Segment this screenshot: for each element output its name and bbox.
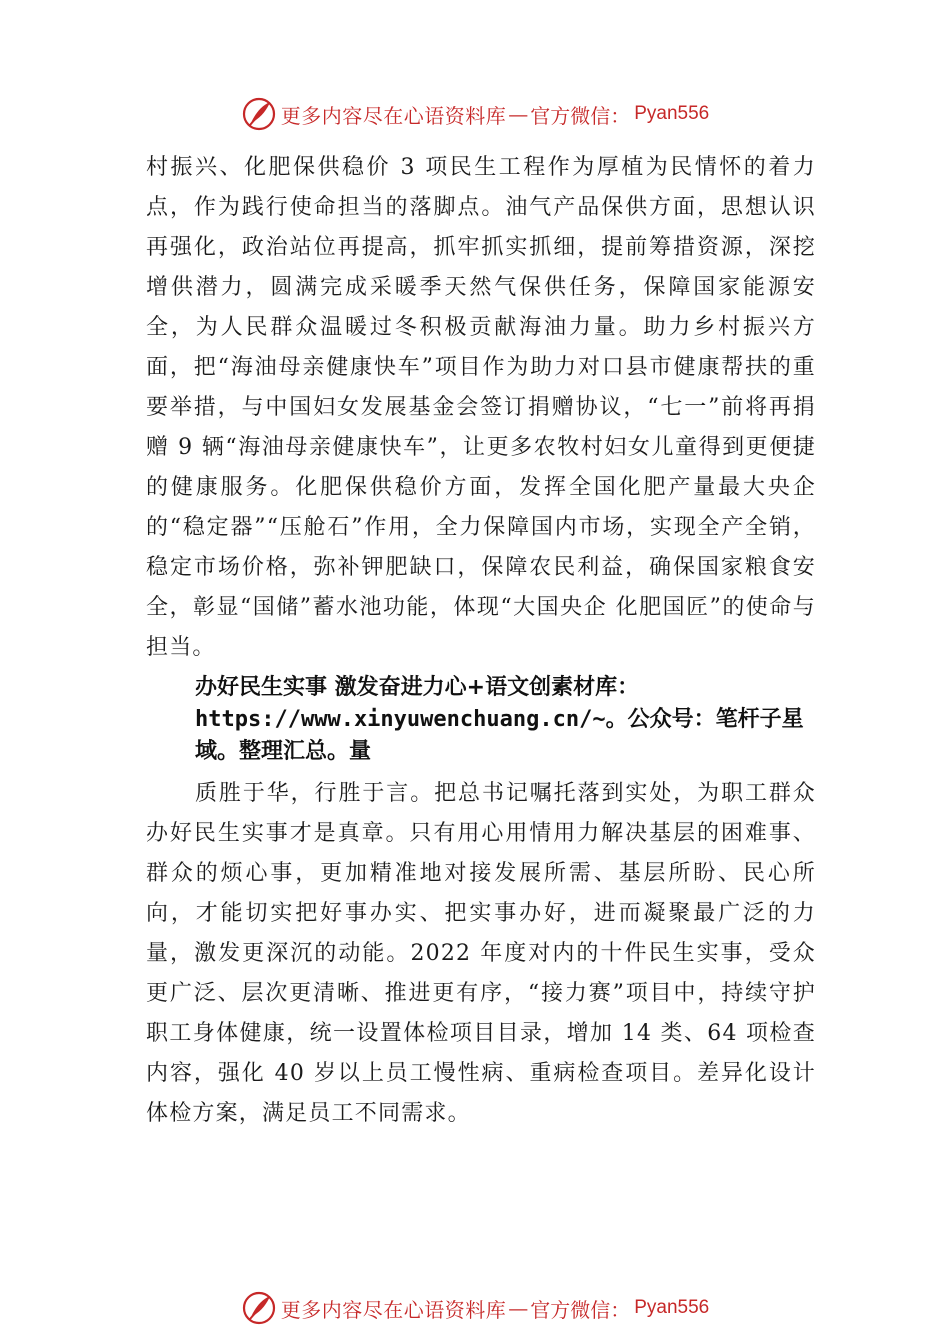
- footer-wechat-label: 官方微信：: [530, 1297, 631, 1322]
- footer-wechat-id: Pyan556: [634, 1297, 710, 1318]
- paragraph-livelihood: 质胜于华，行胜于言。把总书记嘱托落到实处，为职工群众办好民生实事才是真章。只有用心用情用力解决基层的困难事、群众的烦心事，更加精准地对接发展所需、基层所盼、民心所向，才能切实把好事办实、把实事办好，进而凝聚最广泛的力量，激发更深沉的动能。2022 年度对内的十件民生实事，受众更广泛、层次更清晰、推进更有序，“接力赛”项目中，持续守护职工身体健康，统一设置体检项目目录，增加 14 类、64 项检查内容，强化 40 岁以上员工慢性病、重病检查项目。差异化设计体检方案，满足员工不同需求。: [146, 781, 816, 1126]
- paragraph-rural-revitalization: 村振兴、化肥保供稳价 3 项民生工程作为厚植为民情怀的着力点，作为践行使命担当的落脚点。油气产品保供方面，思想认识再强化，政治站位再提高，抓牢抓实抓细，提前筹措资源，深挖增供潜力，圆满完成采暖季天然气保供任务，保障国家能源安全，为人民群众温暖过冬积极贡献海油力量。助力乡村振兴方面，把“海油母亲健康快车”项目作为助力对口县市健康帮扶的重要举措，与中国妇女发展基金会签订捐赠协议，“七一”前将再捐赠 9 辆“海油母亲健康快车”，让更多农牧村妇女儿童得到更便捷的健康服务。化肥保供稳价方面，发挥全国化肥产量最大央企的“稳定器”“压舱石”作用，全力保障国内市场，实现全产全销，稳定市场价格，弥补钾肥缺口，保障农民利益，确保国家粮食安全，彰显“国储”蓄水池功能，体现“大国央企 化肥国匠”的使命与担当。: [146, 155, 816, 660]
- section-heading: [195, 672, 816, 768]
- banner-wechat-label: 官方微信：: [530, 103, 631, 128]
- section-heading-title: 办好民生实事 激发奋进力心+语文创素材库：: [195, 675, 640, 700]
- section-heading-url: https://www.xinyuwenchuang.cn/~: [195, 707, 606, 732]
- footer-banner: [0, 1288, 950, 1328]
- footer-separator: —: [508, 1296, 529, 1320]
- section-heading-tail: 。公众号：笔杆子星域。整理汇总。量: [195, 707, 804, 764]
- banner-wechat-id: Pyan556: [634, 103, 710, 124]
- footer-site-name: 更多内容尽在心语资料库: [280, 1297, 507, 1322]
- header-banner: [0, 94, 950, 134]
- feather-pen-logo-icon: [241, 1290, 277, 1326]
- document-body: [146, 148, 816, 1134]
- feather-pen-logo-icon: [241, 96, 277, 132]
- banner-site-name: 更多内容尽在心语资料库: [280, 103, 507, 128]
- banner-separator: —: [508, 102, 529, 126]
